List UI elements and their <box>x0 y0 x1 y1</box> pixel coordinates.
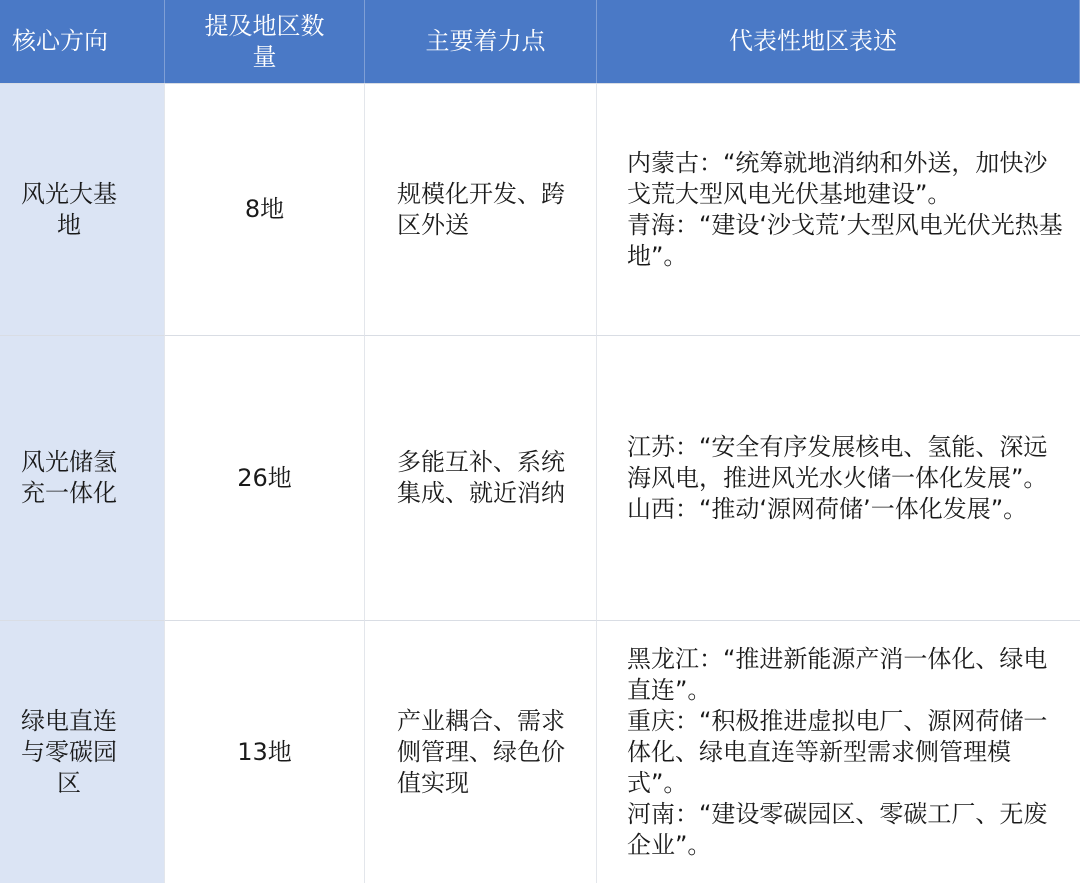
row-3-focus-text: 产业耦合、需求侧管理、绿色价值实现 <box>397 706 565 797</box>
row-2-statement-2: 山西：“推动‘源网荷储’一体化发展”。 <box>627 494 1028 523</box>
row-2-direction-text: 风光储氢充一体化 <box>21 448 117 507</box>
row-1-focus <box>365 83 597 335</box>
row-1-focus-text: 规模化开发、跨区外送 <box>397 179 565 239</box>
row-3-direction <box>0 620 165 883</box>
row-2-focus-text: 多能互补、系统集成、就近消纳 <box>397 448 565 507</box>
row-1-statement-1: 内蒙古：“统筹就地消纳和外送，加快沙戈荒大型风电光伏基地建设”。 <box>627 148 1048 208</box>
row-1-statements <box>597 83 1080 335</box>
row-2-statement-1: 江苏：“安全有序发展核电、氢能、深远海风电，推进风光水火储一体化发展”。 <box>627 432 1048 492</box>
header-statement <box>597 0 1080 83</box>
row-1-direction-text: 风光大基地 <box>21 179 117 239</box>
row-3-count-text: 13地 <box>237 737 292 766</box>
row-3-direction-text: 绿电直连与零碳园区 <box>21 706 117 797</box>
header-statement-label: 代表性地区表述 <box>729 27 897 55</box>
row-2-statements <box>597 335 1080 620</box>
row-3-statement-1: 黑龙江：“推进新能源产消一体化、绿电直连”。 <box>627 644 1048 704</box>
row-2-count-text: 26地 <box>237 463 292 492</box>
row-3-count <box>165 620 365 883</box>
row-2-direction <box>0 335 165 620</box>
row-2-focus <box>365 335 597 620</box>
row-1-direction <box>0 83 165 335</box>
row-3-statement-2: 重庆：“积极推进虚拟电厂、源网荷储一体化、绿电直连等新型需求侧管理模式”。 <box>627 706 1048 797</box>
header-direction-label: 核心方向 <box>12 27 108 55</box>
header-direction <box>0 0 165 83</box>
row-3-focus <box>365 620 597 883</box>
header-count <box>165 0 365 83</box>
row-3-statements <box>597 620 1080 883</box>
row-1-count <box>165 83 365 335</box>
row-1-statement-2: 青海：“建设‘沙戈荒’大型风电光伏光热基地”。 <box>627 210 1063 270</box>
header-focus <box>365 0 597 83</box>
header-count-label: 提及地区数量 <box>204 11 325 71</box>
row-1-count-text: 8地 <box>244 195 285 223</box>
row-3-statement-3: 河南：“建设零碳园区、零碳工厂、无废企业”。 <box>627 799 1048 859</box>
row-2-count <box>165 335 365 620</box>
header-focus-label: 主要着力点 <box>425 27 546 55</box>
